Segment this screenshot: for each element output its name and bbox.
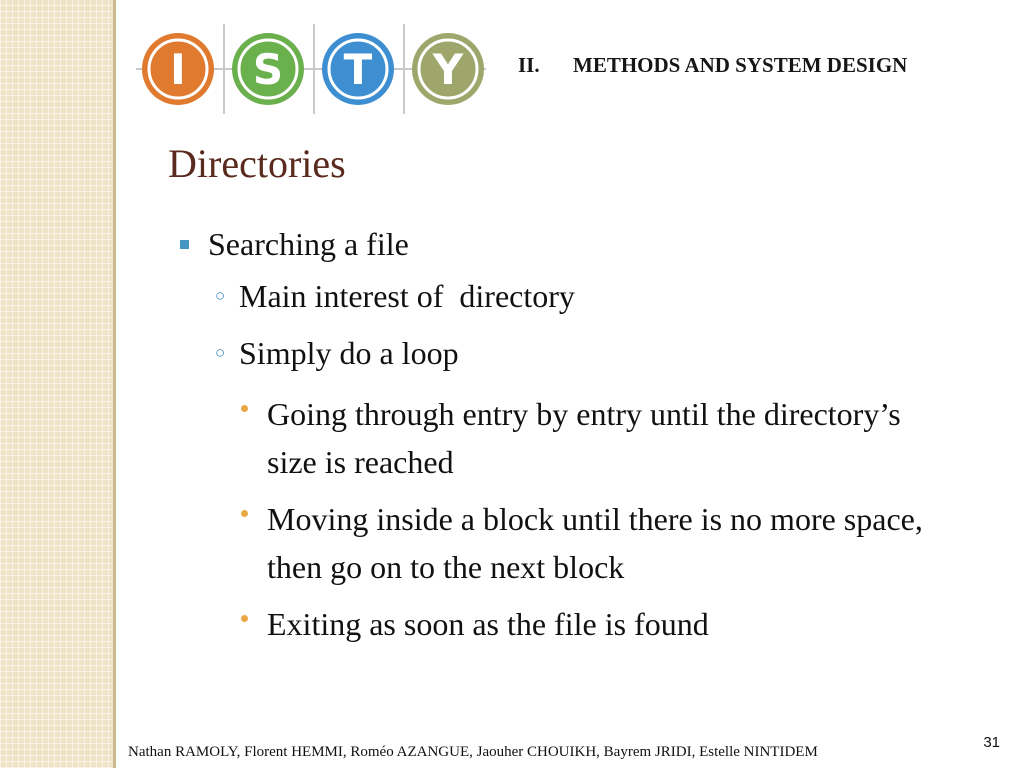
bullet-item-level3: [174, 495, 944, 591]
logo-letter: T: [343, 45, 373, 94]
logo-circle-y: [412, 33, 484, 105]
logo-letter: S: [252, 45, 284, 94]
bullet-text: Exiting as soon as the file is found: [267, 606, 709, 642]
bullet-text: Moving inside a block until there is no more space, then go on to the next block: [267, 501, 923, 585]
bullet-item-level2: [174, 276, 944, 316]
bullet-item-level3: [174, 600, 944, 648]
bullet-text: Main interest of directory: [239, 278, 575, 314]
footer-authors: Nathan RAMOLY, Florent HEMMI, Roméo AZANGUE, Jaouher CHOUIKH, Bayrem JRIDI, Estelle NINTIDEM: [128, 744, 818, 760]
page-number: 31: [983, 734, 1000, 751]
logo-circle-t: [322, 33, 394, 105]
slide-title: Directories: [168, 141, 346, 186]
decorative-side-edge: [113, 0, 116, 768]
bullet-text: Going through entry by entry until the directory’s size is reached: [267, 396, 901, 480]
bullet-item-level3: [174, 390, 944, 486]
dot-bullet-icon: [241, 405, 248, 412]
square-bullet-icon: [180, 240, 189, 249]
ring-bullet-icon: ○: [215, 286, 226, 305]
section-header: [518, 53, 998, 78]
bullet-item-level2: [174, 333, 944, 373]
logo-circle-i: [142, 33, 214, 105]
dot-bullet-icon: [241, 510, 248, 517]
bullet-text: Simply do a loop: [239, 335, 459, 371]
istyi-logo: [136, 24, 486, 114]
section-title: METHODS AND SYSTEM DESIGN: [573, 53, 908, 77]
bullet-text: Searching a file: [208, 226, 409, 262]
ring-bullet-icon: ○: [215, 343, 226, 362]
bullet-item-level1: [174, 224, 944, 264]
bullet-list: [174, 224, 944, 657]
logo-letter: Y: [432, 45, 464, 94]
logo-circle-s: [232, 33, 304, 105]
section-number: II.: [518, 53, 540, 77]
dot-bullet-icon: [241, 615, 248, 622]
logo-letter: I: [170, 45, 186, 94]
decorative-side-strip: [0, 0, 113, 768]
